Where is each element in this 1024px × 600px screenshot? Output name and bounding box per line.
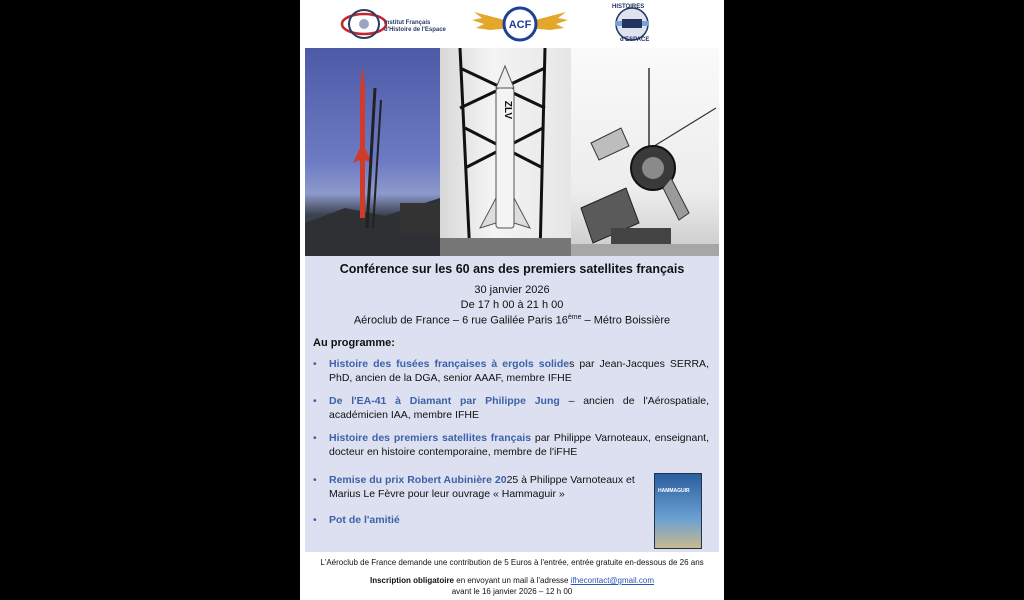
bullet: • <box>313 514 317 526</box>
orbit-swoosh-icon <box>340 6 390 40</box>
photo-rocket-launchpad <box>305 48 440 256</box>
hist-bottom-text: d'ESPACE <box>620 37 650 43</box>
rocket-label: ZLV <box>502 100 513 120</box>
hist-top-text: HISTOIRES <box>612 4 645 10</box>
ifhe-name-line2: d'Histoire de l'Espace <box>384 27 446 33</box>
program-item: • Histoire des fusées françaises à ergols solides par Jean-Jacques SERRA, PhD, ancien de la DGA, senior AAAF, membre IFHE <box>313 358 709 384</box>
poster <box>300 0 724 600</box>
aeroclub-letters: ACF <box>508 19 532 31</box>
aeroclub-wings-logo <box>472 4 568 44</box>
book-title: HAMMAGUIR <box>658 488 690 494</box>
program-item: • Remise du prix Robert Aubinière 2025 à Philippe Varnoteaux et Marius Le Fèvre pour leur ouvrage « Hammaguir » <box>313 474 635 500</box>
program-item: • Histoire des premiers satellites français par Philippe Varnoteaux, enseignant, docteur en histoire contemporaine, membre de l'iFHE <box>313 432 709 458</box>
program-heading: Au programme: <box>313 337 395 349</box>
info-panel <box>305 256 719 552</box>
event-title: Conférence sur les 60 ans des premiers satellites français <box>339 262 685 276</box>
ifhe-name-line1: Institut Français <box>384 20 431 26</box>
photo-rocket-tower <box>440 48 571 256</box>
ifhe-logo <box>340 4 450 42</box>
event-venue: Aéroclub de France – 6 rue Galilée Paris 16ème – Métro Boissière <box>353 314 671 327</box>
contribution-note: L'Aéroclub de France demande une contribution de 5 Euros à l'entrée, entrée gratuite en-dessous de 26 ans <box>320 558 704 567</box>
contact-email-link[interactable]: ifhecontact@gmail.com <box>570 576 654 585</box>
histoires-espace-logo <box>608 2 656 46</box>
bullet: • <box>313 395 317 407</box>
event-time: De 17 h 00 à 21 h 00 <box>460 299 564 311</box>
photo-satellite <box>571 48 719 256</box>
inscription-note: Inscription obligatoire en envoyant un mail à l'adresse ifhecontact@gmail.com <box>370 576 654 585</box>
program-item: • Pot de l'amitié <box>313 514 400 526</box>
bullet: • <box>313 358 317 370</box>
photo-strip <box>305 48 719 256</box>
bullet: • <box>313 432 317 444</box>
program-item: • De l'EA-41 à Diamant par Philippe Jung – ancien de l'Aérospatiale, académicien IAA, membre IFHE <box>313 395 709 421</box>
logo-bar <box>300 0 724 48</box>
event-date: 30 janvier 2026 <box>474 284 550 296</box>
hammaguir-book-cover <box>654 473 702 549</box>
deadline-note: avant le 16 janvier 2026 – 12 h 00 <box>451 587 573 596</box>
bullet: • <box>313 474 317 486</box>
